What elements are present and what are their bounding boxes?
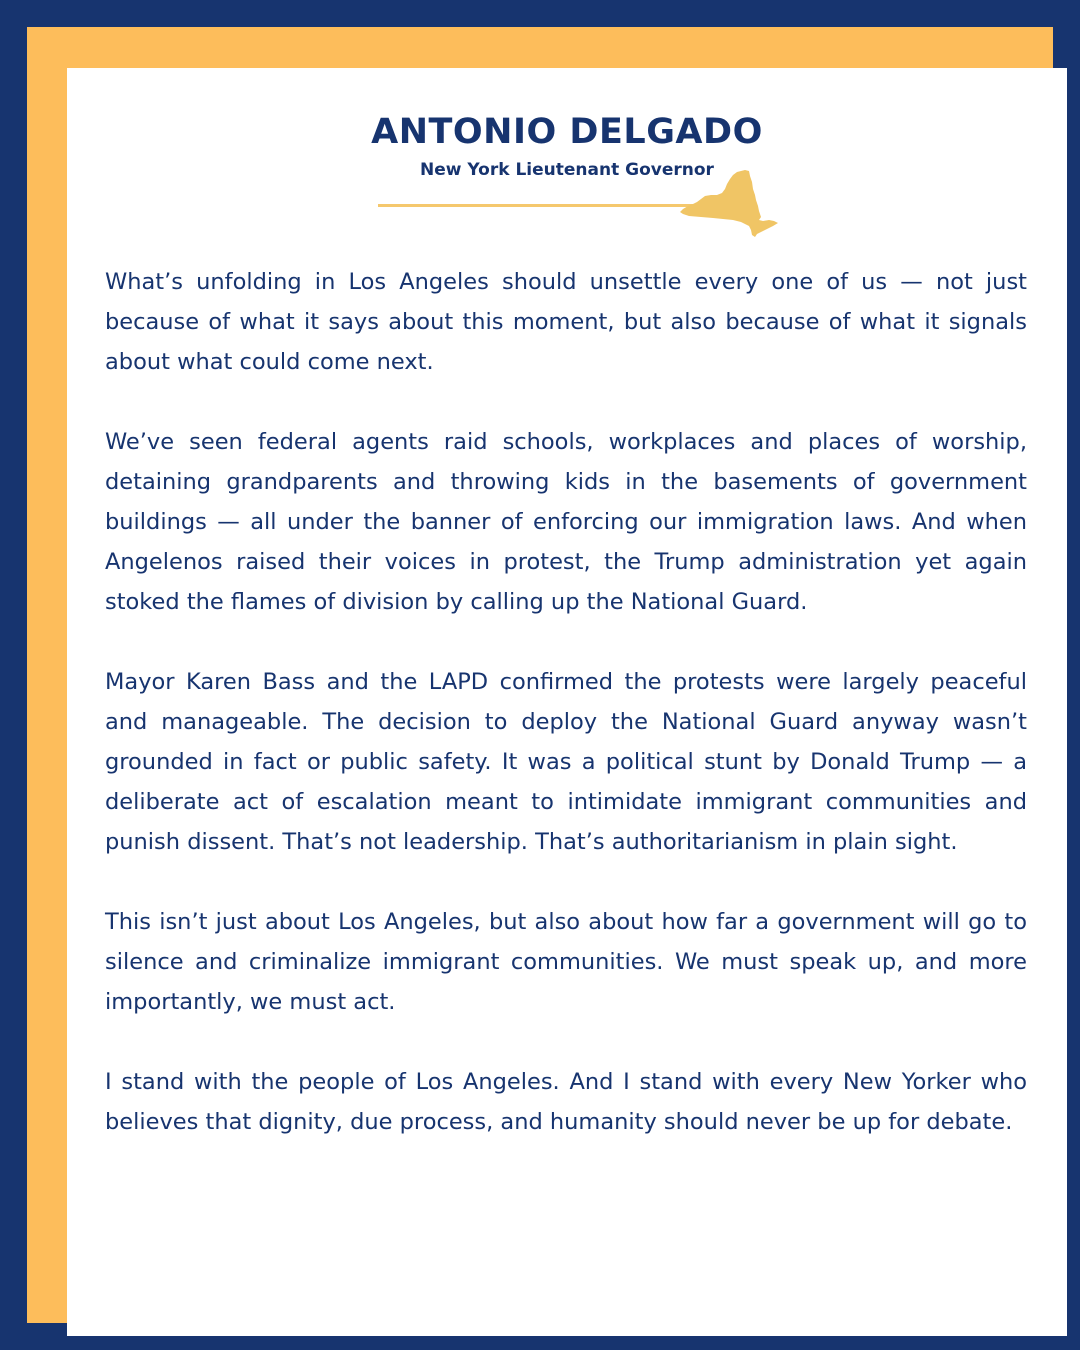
subtitle-role: New York Lieutenant Governor — [420, 160, 714, 180]
statement-paragraph-1: What’s unfolding in Los Angeles should unsettle every one of us — not just because of what it says about this moment, but also because of what it signals about what could come next. — [105, 269, 1027, 375]
statement-body — [105, 262, 1027, 1142]
page-title: ANTONIO DELGADO — [371, 112, 763, 152]
header — [67, 68, 1067, 278]
statement-paragraph-2: We’ve seen federal agents raid schools, workplaces and places of worship, detaining grandparents and throwing kids in the basements of government buildings — all under the banner of enforcing our immigration laws. And when Angelenos raised their voices in protest, the Trump administration yet again stoked the flames of division by calling up the National Guard. — [105, 429, 1027, 615]
gold-border-frame — [27, 27, 1053, 1323]
statement-paragraph-3: Mayor Karen Bass and the LAPD confirmed the protests were largely peaceful and manageable. The decision to deploy the National Guard anyway wasn’t grounded in fact or public safety. It was a political stunt by Donald Trump — a deliberate act of escalation meant to intimidate immigrant communities and punish dissent. That’s not leadership. That’s authoritarianism in plain sight. — [105, 669, 1027, 855]
statement-paragraph-4: This isn’t just about Los Angeles, but also about how far a government will go to silence and criminalize immigrant communities. We must speak up, and more importantly, we must act. — [105, 909, 1027, 1015]
statement-paragraph-5: I stand with the people of Los Angeles. And I stand with every New Yorker who believes that dignity, due process, and humanity should never be up for debate. — [105, 1069, 1027, 1135]
statement-card — [67, 68, 1067, 1336]
new-york-state-icon — [679, 168, 779, 240]
